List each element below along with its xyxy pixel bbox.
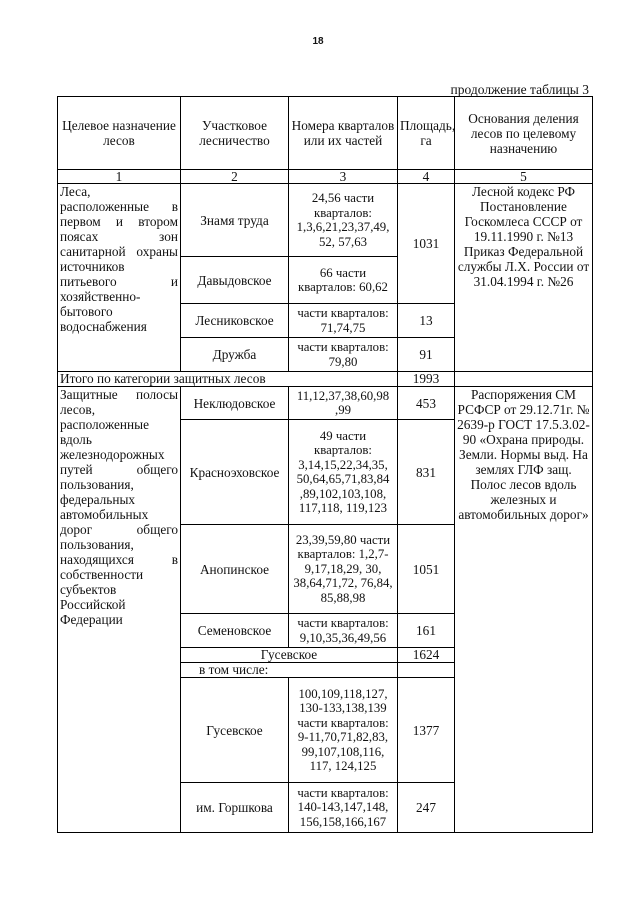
area-cell: 831 <box>398 420 455 525</box>
col-num-4: 4 <box>398 170 455 184</box>
forestry-cell: Семеновское <box>181 614 289 648</box>
forestry-cell: Знамя труда <box>181 184 289 257</box>
forestry-cell: Гусевское <box>181 678 289 783</box>
area-cell: 91 <box>398 338 455 372</box>
forestry-cell: Неклюдовское <box>181 387 289 420</box>
area-cell: 1051 <box>398 525 455 614</box>
quarters-cell: 24,56 части кварталов: 1,3,6,21,23,37,49, 52, 57,63 <box>289 184 398 257</box>
purpose-cell: Леса, расположенные в первом и втором поясах зон санитарной охраны источников питьевого и хозяйственно-бытового водоснабжения <box>58 184 181 372</box>
basis-cell: Распоряжения СМ РСФСР от 29.12.71г. № 2639-р ГОСТ 17.5.3.02-90 «Охрана природы. Земли. Нормы выд. На землях ГЛФ защ. Полос лесов вдоль железных и автомобильных дорог» <box>455 387 593 833</box>
total-area: 1993 <box>398 372 455 387</box>
col-num-2: 2 <box>181 170 289 184</box>
forestry-cell: Красноэховское <box>181 420 289 525</box>
header-forestry: Участковое лесничество <box>181 97 289 170</box>
quarters-cell: части кварталов: 79,80 <box>289 338 398 372</box>
forestry-cell: Дружба <box>181 338 289 372</box>
total-basis-empty <box>455 372 593 387</box>
table-row <box>58 387 593 420</box>
quarters-cell: 49 части кварталов: 3,14,15,22,34,35, 50,64,65,71,83,84 ,89,102,103,108, 117,118, 119,123 <box>289 420 398 525</box>
col-num-3: 3 <box>289 170 398 184</box>
header-area: Площадь, га <box>398 97 455 170</box>
column-number-row <box>58 170 593 184</box>
purpose-cell: Защитные полосы лесов, расположенные вдоль железнодорожных путей общего пользования, федеральных автомобильных дорог общего пользования, находящихся в собственности субъектов Российской Федерации <box>58 387 181 833</box>
gusev-total-area: 1624 <box>398 648 455 663</box>
area-cell: 1377 <box>398 678 455 783</box>
page-number: 18 <box>312 36 324 47</box>
table-continuation-label: продолжение таблицы 3 <box>450 82 589 97</box>
area-cell: 453 <box>398 387 455 420</box>
forestry-cell: Лесниковское <box>181 304 289 338</box>
area-cell: 247 <box>398 783 455 833</box>
header-quarters: Номера кварталов или их частей <box>289 97 398 170</box>
basis-cell: Лесной кодекс РФ Постановление Госкомлеса СССР от 19.11.1990 г. №13 Приказ Федеральной службы Л.Х. России от 31.04.1994 г. №26 <box>455 184 593 372</box>
area-cell: 161 <box>398 614 455 648</box>
forestry-cell: им. Горшкова <box>181 783 289 833</box>
col-num-5: 5 <box>455 170 593 184</box>
area-cell: 13 <box>398 304 455 338</box>
col-num-1: 1 <box>58 170 181 184</box>
quarters-cell: 100,109,118,127, 130-133,138,139 части кварталов: 9-11,70,71,82,83, 99,107,108,116, 117, 124,125 <box>289 678 398 783</box>
total-label: Итого по категории защитных лесов <box>58 372 398 387</box>
forestry-cell: Давыдовское <box>181 257 289 304</box>
area-cell: 1031 <box>398 184 455 304</box>
total-row <box>58 372 593 387</box>
forestry-cell: Анопинское <box>181 525 289 614</box>
quarters-cell: части кварталов: 71,74,75 <box>289 304 398 338</box>
quarters-cell: 66 части кварталов: 60,62 <box>289 257 398 304</box>
forest-purpose-table <box>57 96 593 833</box>
quarters-cell: части кварталов: 9,10,35,36,49,56 <box>289 614 398 648</box>
header-purpose: Целевое назначение лесов <box>58 97 181 170</box>
gusev-total-forestry: Гусевское <box>181 648 398 663</box>
quarters-cell: 23,39,59,80 части кварталов: 1,2,7-9,17,18,29, 30, 38,64,71,72, 76,84, 85,88,98 <box>289 525 398 614</box>
including-label: в том числе: <box>181 663 398 678</box>
header-basis: Основания деления лесов по целевому назначению <box>455 97 593 170</box>
quarters-cell: части кварталов: 140-143,147,148, 156,158,166,167 <box>289 783 398 833</box>
quarters-cell: 11,12,37,38,60,98 ,99 <box>289 387 398 420</box>
including-area-empty <box>398 663 455 678</box>
table-row <box>58 184 593 257</box>
header-row <box>58 97 593 170</box>
